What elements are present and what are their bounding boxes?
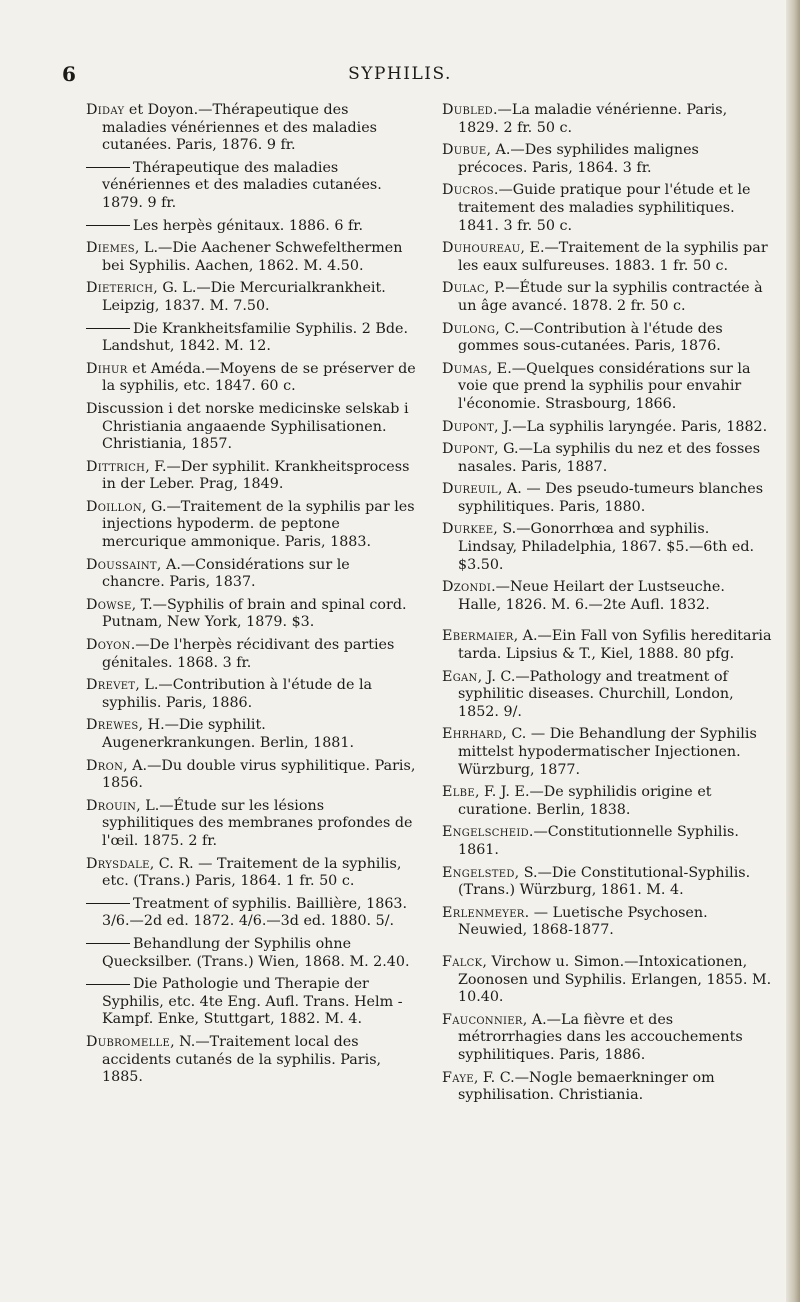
entry-author: Drewes xyxy=(86,717,139,734)
entry-author: Dulong xyxy=(442,320,496,337)
entry-text: , C. — Die Behandlung der Syphilis mittelst hypodermatischer Injectionen. Würzburg, 1877. xyxy=(458,726,757,778)
entry-author: Dubue xyxy=(442,142,487,159)
entry-text: .—Guide pratique pour l'étude et le traitement des maladies syphilitiques. 1841. 3 fr. 50 c. xyxy=(458,182,751,234)
entry-text: .—Neue Heilart der Lustseuche. Halle, 1826. M. 6.—2te Aufl. 1832. xyxy=(458,579,725,613)
ditto-dash xyxy=(86,225,130,226)
entry-text: , A. — Des pseudo-tumeurs blanches syphilitiques. Paris, 1880. xyxy=(458,481,764,515)
bibliography-entry xyxy=(442,419,772,437)
bibliography-entry xyxy=(86,976,416,1029)
bibliography-entry xyxy=(86,240,416,275)
entry-author: Dupont xyxy=(442,418,495,435)
bibliography-entry xyxy=(442,240,772,275)
ditto-dash xyxy=(86,328,130,329)
entry-text: , L.—Étude sur les lésions syphilitiques des membranes profondes de l'œil. 1875. 2 fr. xyxy=(102,797,413,849)
entry-text: , L.—Die Aachener Schwefelthermen bei Syphilis. Aachen, 1862. M. 4.50. xyxy=(102,240,403,274)
bibliography-entry xyxy=(442,824,772,859)
entry-author: Dubled xyxy=(442,102,493,118)
bibliography-entry xyxy=(86,896,416,931)
entry-text: , G.—La syphilis du nez et des fosses nasales. Paris, 1887. xyxy=(458,441,761,475)
entry-text: .—La maladie vénérienne. Paris, 1829. 2 fr. 50 c. xyxy=(458,102,728,136)
entry-author: Dihur xyxy=(86,360,128,377)
entry-author: Ducros xyxy=(442,182,494,199)
bibliography-entry xyxy=(442,726,772,779)
bibliography-entry xyxy=(442,865,772,900)
entry-text: , J.—La syphilis laryngée. Paris, 1882. xyxy=(494,418,768,435)
bibliography-entry xyxy=(86,459,416,494)
bibliography-entry xyxy=(86,102,416,155)
bibliography-entry xyxy=(86,218,416,236)
entry-text: .—Constitutionnelle Syphilis. 1861. xyxy=(458,824,739,858)
entry-text: , G.—Traitement de la syphilis par les injections hypoderm. de peptone mercurique ammonique. Paris, 1883. xyxy=(102,498,415,551)
entry-author: Durkee xyxy=(442,521,494,538)
bibliography-entry xyxy=(442,102,772,137)
entry-author: Dieterich xyxy=(86,280,154,297)
entry-text: , C. R. — Traitement de la syphilis, etc. (Trans.) Paris, 1864. 1 fr. 50 c. xyxy=(102,855,402,890)
entry-author: Faye xyxy=(442,1069,474,1086)
entry-author: Erlenmeyer xyxy=(442,904,525,921)
entry-text: Discussion i det norske medicinske selskab i Christiania angaaende Syphilisationen. Christiania, 1857. xyxy=(86,400,409,453)
entry-text: , A.—La fièvre et des métrorrhagies dans les accouchements syphilitiques. Paris, 1886. xyxy=(458,1011,743,1063)
bibliography-entry xyxy=(86,557,416,592)
entry-text: , A.—Ein Fall von Syfilis hereditaria tarda. Lipsius & T., Kiel, 1888. 80 pfg. xyxy=(458,628,772,663)
bibliography-entry xyxy=(86,758,416,793)
entry-author: Dron xyxy=(86,757,124,774)
bibliography-entry xyxy=(86,597,416,632)
bibliography-entry xyxy=(442,361,772,414)
entry-text: Les herpès génitaux. 1886. 6 fr. xyxy=(133,217,364,234)
entry-author: Diemes xyxy=(86,240,135,257)
bibliography-entry xyxy=(442,142,772,177)
entry-author: Doyon xyxy=(86,637,131,654)
bibliography-entry xyxy=(442,1012,772,1065)
entry-author: Fauconnier xyxy=(442,1011,523,1028)
page-edge xyxy=(786,0,800,1302)
entry-text: Thérapeutique des maladies vénériennes et des maladies cutanées. 1879. 9 fr. xyxy=(102,159,382,211)
bibliography-entry xyxy=(86,936,416,971)
bibliography-entry xyxy=(86,361,416,396)
bibliography-entry xyxy=(442,905,772,940)
entry-text: , Virchow u. Simon.—Intoxicationen, Zoonosen und Syphilis. Erlangen, 1855. M. 10.40. xyxy=(458,953,772,1006)
entry-author: Drysdale xyxy=(86,855,150,872)
entry-author: Engelscheid xyxy=(442,824,529,841)
entry-author: Ebermaier xyxy=(442,628,514,645)
entry-author: Dzondi xyxy=(442,579,492,596)
entry-text: et Doyon.—Thérapeutique des maladies vénériennes et des maladies cutanées. Paris, 1876. 9 fr. xyxy=(102,102,378,154)
entry-text: , A.—Des syphilides malignes précoces. Paris, 1864. 3 fr. xyxy=(458,142,699,176)
bibliography-entry xyxy=(442,669,772,722)
ditto-dash xyxy=(86,984,130,985)
bibliography-entry xyxy=(86,321,416,356)
entry-author: Dureuil xyxy=(442,481,498,498)
ditto-dash xyxy=(86,903,130,904)
entry-author: Ehrhard xyxy=(442,726,503,743)
left-column xyxy=(86,102,416,1092)
entry-author: Falck xyxy=(442,953,483,970)
entry-author: Diday xyxy=(86,102,125,118)
entry-author: Dulac xyxy=(442,280,485,297)
bibliography-entry xyxy=(86,717,416,752)
entry-text: , N.—Traitement local des accidents cutanés de la syphilis. Paris, 1885. xyxy=(102,1033,382,1086)
entry-text: et Améda.—Moyens de se préserver de la syphilis, etc. 1847. 60 c. xyxy=(102,360,416,395)
entry-author: Egan xyxy=(442,668,478,685)
bibliography-entry xyxy=(86,798,416,851)
entry-text: , S.—Gonorrhœa and syphilis. Lindsay, Philadelphia, 1867. $5.—6th ed. $3.50. xyxy=(458,521,755,573)
bibliography-entry xyxy=(86,1034,416,1087)
bibliography-entry xyxy=(86,401,416,454)
entry-text: , J. C.—Pathology and treatment of syphilitic diseases. Churchill, London, 1852. 9/. xyxy=(458,668,734,720)
entry-author: Dowse xyxy=(86,596,132,613)
bibliography-entry xyxy=(442,182,772,235)
page-number: 6 xyxy=(62,62,76,86)
bibliography-entry xyxy=(86,280,416,315)
entry-author: Elbe xyxy=(442,784,475,801)
bibliography-entry xyxy=(442,441,772,476)
entry-text: , T.—Syphilis of brain and spinal cord. Putnam, New York, 1879. $3. xyxy=(102,596,407,631)
entry-author: Dupont xyxy=(442,441,495,458)
entry-author: Engelsted xyxy=(442,864,515,881)
bibliography-entry xyxy=(86,856,416,891)
entry-text: , A.—Considérations sur le chancre. Paris, 1837. xyxy=(102,556,350,591)
right-column xyxy=(442,102,772,1110)
ditto-dash xyxy=(86,167,130,168)
entry-text: , E.—Traitement de la syphilis par les eaux sulfureuses. 1883. 1 fr. 50 c. xyxy=(458,240,768,274)
entry-text: , C.—Contribution à l'étude des gommes sous-cutanées. Paris, 1876. xyxy=(458,320,723,355)
entry-author: Dittrich xyxy=(86,458,146,475)
entry-author: Doillon xyxy=(86,498,142,515)
entry-text: , F. C.—Nogle bemaerkninger om syphilisation. Christiania. xyxy=(458,1069,715,1104)
bibliography-entry xyxy=(442,321,772,356)
entry-text: Treatment of syphilis. Baillière, 1863. 3/6.—2d ed. 1872. 4/6.—3d ed. 1880. 5/. xyxy=(102,895,408,930)
ditto-dash xyxy=(86,943,130,944)
entry-text: Die Pathologie und Therapie der Syphilis, etc. 4te Eng. Aufl. Trans. Helm - Kampf. Enke, Stuttgart, 1882. M. 4. xyxy=(102,976,403,1028)
entry-text: . — Luetische Psychosen. Neuwied, 1868-1877. xyxy=(458,904,708,939)
entry-text: , H.—Die syphilit. Augenerkrankungen. Berlin, 1881. xyxy=(102,717,355,751)
bibliography-entry xyxy=(442,521,772,574)
entry-author: Duhoureau xyxy=(442,240,521,257)
entry-text: Behandlung der Syphilis ohne Quecksilber. (Trans.) Wien, 1868. M. 2.40. xyxy=(102,935,410,970)
entry-author: Doussaint xyxy=(86,556,157,573)
entry-author: Drevet xyxy=(86,677,136,694)
bibliography-entry xyxy=(86,677,416,712)
entry-text: , P.—Étude sur la syphilis contractée à un âge avancé. 1878. 2 fr. 50 c. xyxy=(458,280,763,314)
bibliography-entry xyxy=(442,579,772,614)
entry-text: , G. L.—Die Mercurialkrankheit. Leipzig, 1837. M. 7.50. xyxy=(102,280,386,314)
bibliography-entry xyxy=(442,280,772,315)
entry-text: , E.—Quelques considérations sur la voie que prend la syphilis pour envahir l'économie. Strasbourg, 1866. xyxy=(458,360,751,412)
bibliography-entry xyxy=(86,637,416,672)
entry-text: , F. J. E.—De syphilidis origine et curatione. Berlin, 1838. xyxy=(458,784,712,818)
entry-author: Dumas xyxy=(442,360,488,377)
entry-author: Dubromelle xyxy=(86,1033,171,1050)
entry-text: , S.—Die Constitutional-Syphilis. (Trans.) Würzburg, 1861. M. 4. xyxy=(458,864,751,899)
bibliography-entry xyxy=(442,784,772,819)
bibliography-entry xyxy=(442,481,772,516)
bibliography-entry xyxy=(442,954,772,1007)
bibliography-entry xyxy=(442,628,772,663)
bibliography-entry xyxy=(86,499,416,552)
entry-author: Drouin xyxy=(86,797,137,814)
running-head: SYPHILIS. xyxy=(348,64,452,84)
entry-text: .—De l'herpès récidivant des parties génitales. 1868. 3 fr. xyxy=(102,637,395,671)
entry-text: , A.—Du double virus syphilitique. Paris, 1856. xyxy=(102,757,416,792)
bibliography-entry xyxy=(86,160,416,213)
entry-text: , L.—Contribution à l'étude de la syphilis. Paris, 1886. xyxy=(102,677,373,711)
entry-text: , F.—Der syphilit. Krankheitsprocess in der Leber. Prag, 1849. xyxy=(102,458,410,493)
entry-text: Die Krankheitsfamilie Syphilis. 2 Bde. Landshut, 1842. M. 12. xyxy=(102,320,409,355)
bibliography-entry xyxy=(442,1070,772,1105)
